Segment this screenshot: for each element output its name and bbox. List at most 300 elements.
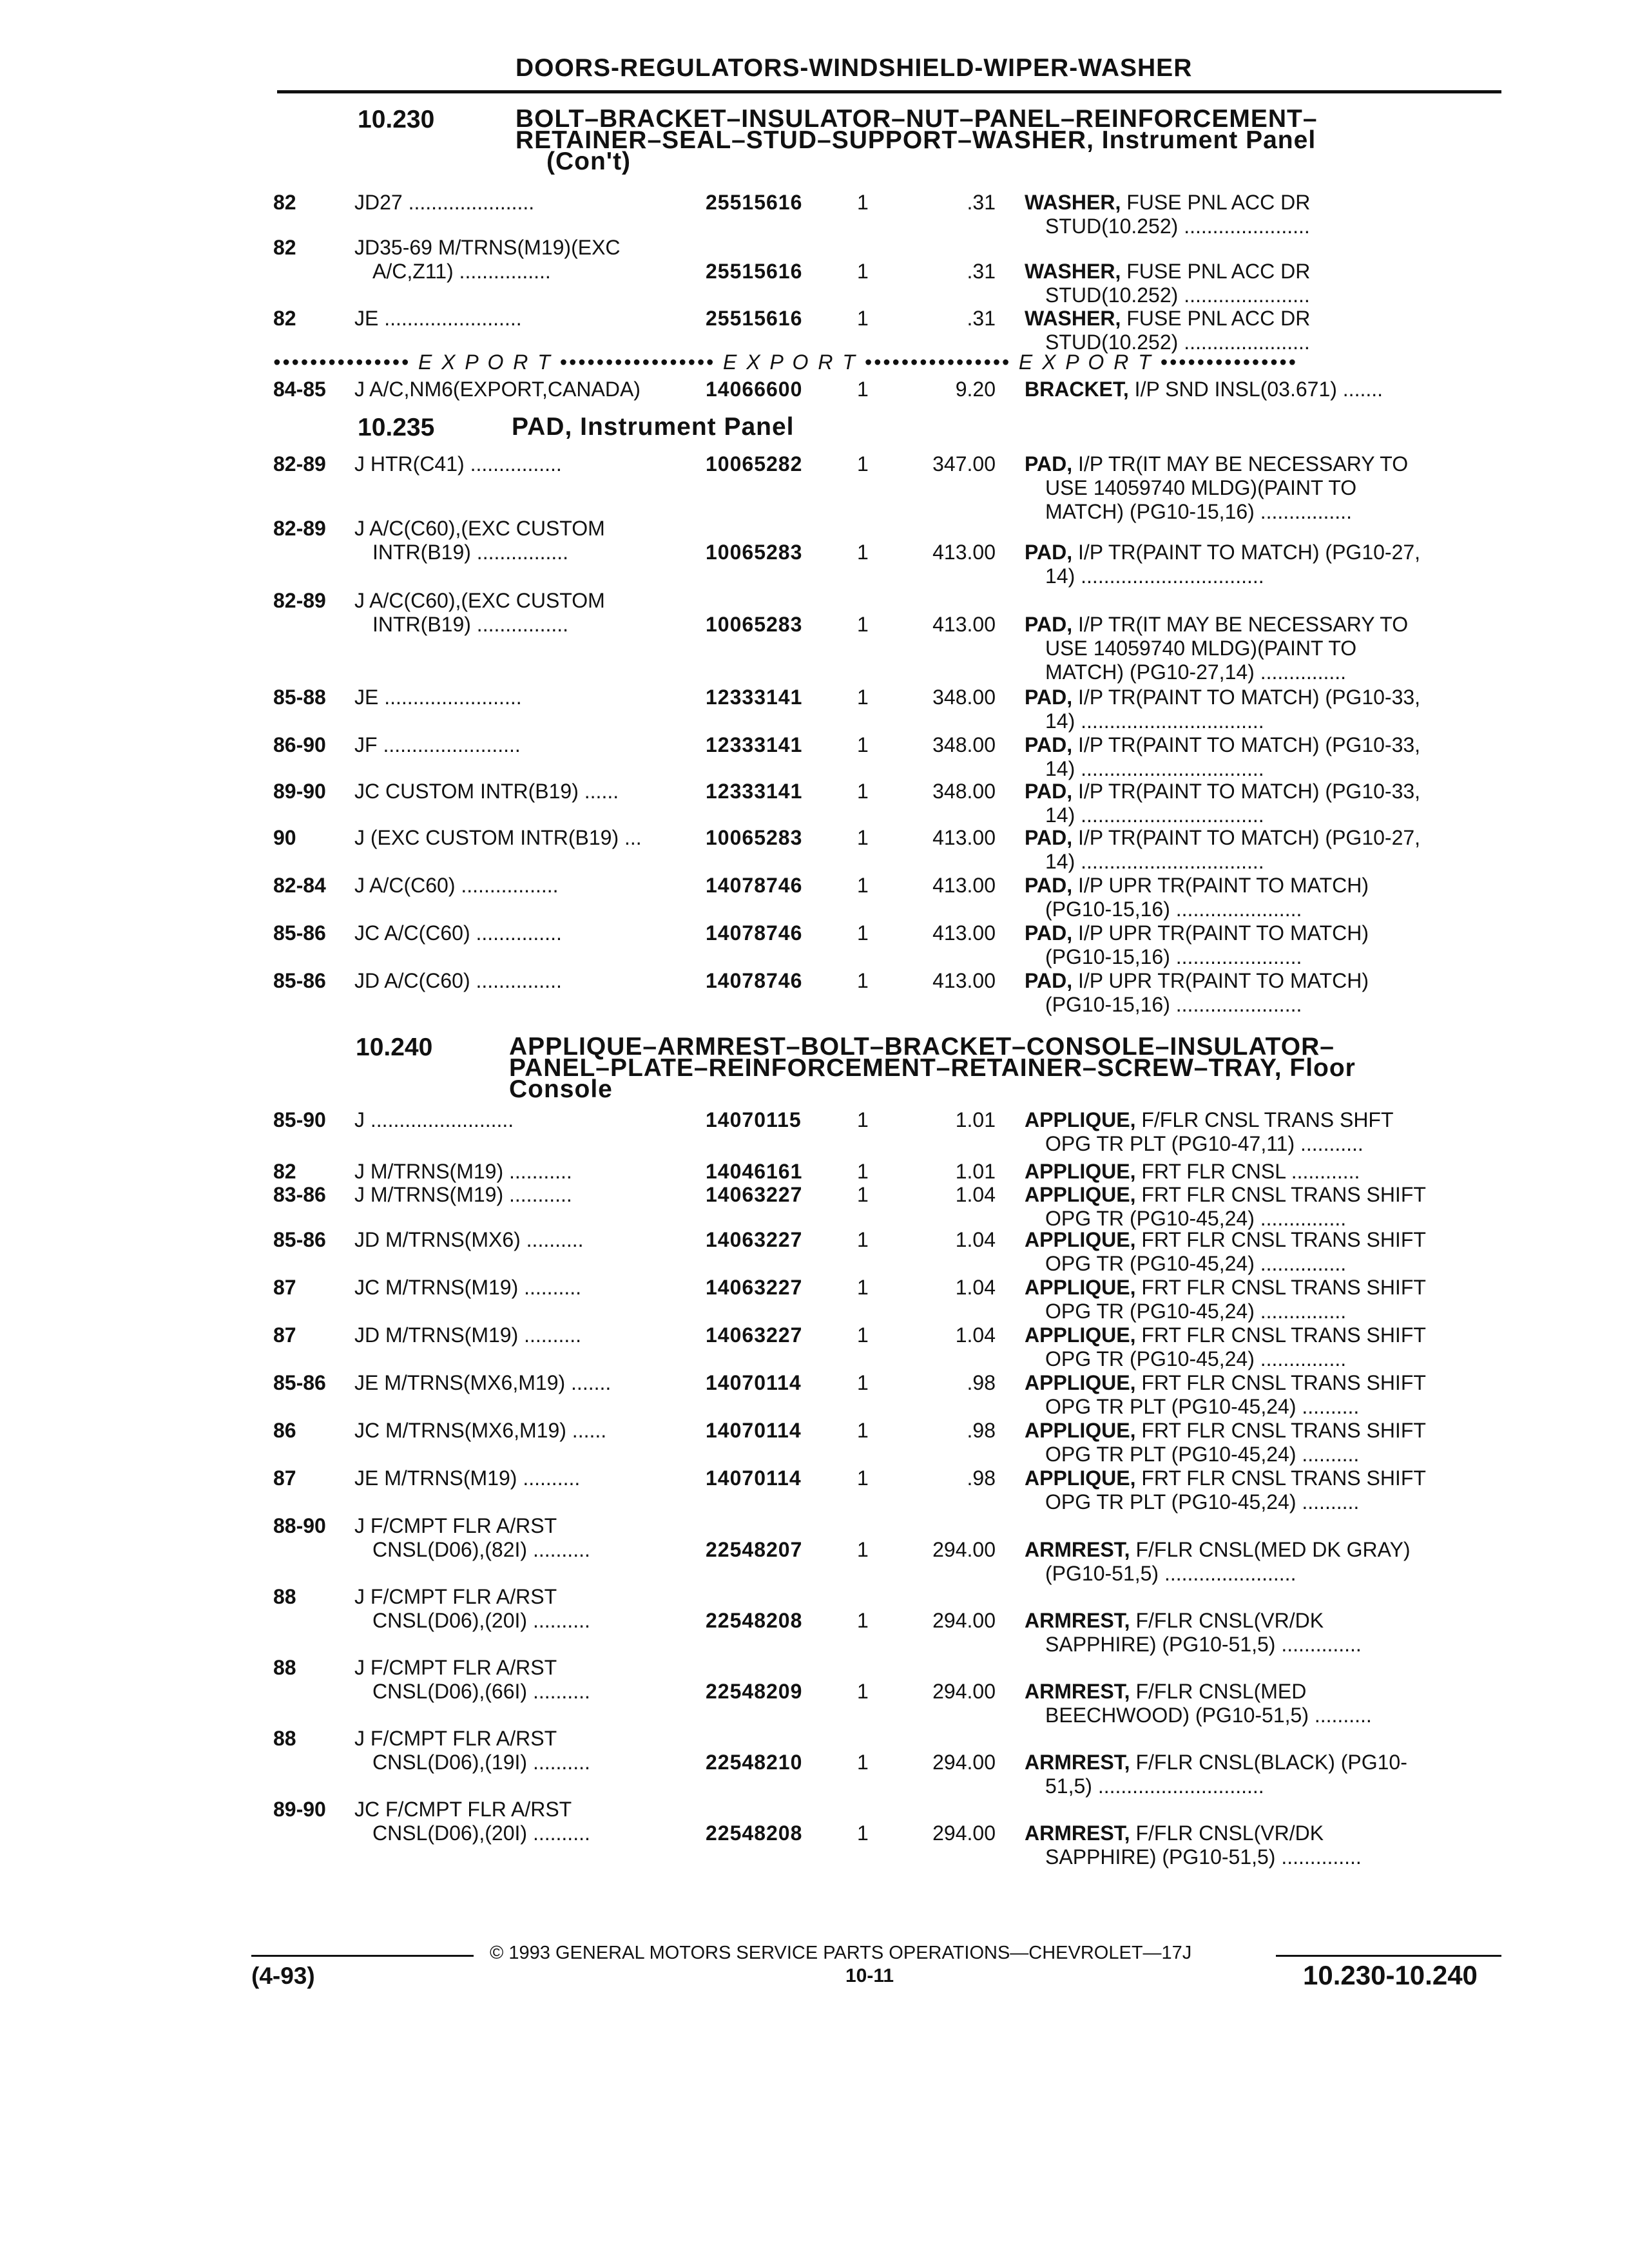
model-year: 85-88 [273,686,326,709]
quantity: 1 [857,1323,869,1347]
description-text: I/P UPR TR(PAINT TO MATCH) [1077,921,1369,945]
model-line: JE M/TRNS(M19) .......... [354,1466,581,1490]
description-line: (PG10-51,5) ....................... [1045,1562,1296,1585]
part-name: ARMREST, [1025,1680,1130,1703]
model-line: INTR(B19) ................ [372,613,569,636]
model-line: JC F/CMPT FLR A/RST [354,1798,572,1821]
part-description [1025,1821,1489,1869]
model-year: 87 [273,1323,296,1347]
description-line [1025,541,1489,564]
model-year: 87 [273,1466,296,1490]
list-price: 348.00 [932,686,996,709]
model-line: J M/TRNS(M19) ........... [354,1183,572,1206]
part-number: 14070114 [706,1466,802,1490]
model-line: J A/C(C60) ................. [354,874,559,897]
description-text: I/P TR(IT MAY BE NECESSARY TO [1077,613,1409,636]
list-price: 1.01 [955,1160,996,1183]
description-line: 14) ................................ [1045,850,1264,873]
model-year: 85-90 [273,1108,326,1131]
model-line: J A/C(C60),(EXC CUSTOM [354,517,605,540]
model-description [354,1183,693,1207]
part-name: ARMREST, [1025,1609,1130,1632]
model-line: JC M/TRNS(M19) .......... [354,1276,582,1299]
list-price: 413.00 [932,969,996,992]
list-price: 347.00 [932,452,996,476]
model-line: J (EXC CUSTOM INTR(B19) ... [354,826,642,849]
description-text: FRT FLR CNSL ............ [1141,1160,1360,1183]
model-line: JC M/TRNS(MX6,M19) ...... [354,1419,607,1442]
model-year: 85-86 [273,1371,326,1394]
model-line: JD M/TRNS(MX6) .......... [354,1228,584,1251]
model-line: J M/TRNS(M19) ........... [354,1160,572,1183]
part-name: PAD, [1025,452,1073,476]
description-text: I/P TR(PAINT TO MATCH) (PG10-33, [1077,780,1421,803]
model-description [354,1108,693,1132]
part-name: PAD, [1025,541,1073,564]
part-name: ARMREST, [1025,1538,1130,1561]
description-line [1025,1419,1489,1443]
description-line [1025,969,1489,993]
part-name: BRACKET, [1025,378,1129,401]
model-year: 86-90 [273,733,326,756]
model-year: 85-86 [273,969,326,992]
model-year: 82-89 [273,517,326,540]
description-line: MATCH) (PG10-27,14) ............... [1045,660,1347,684]
model-year: 82 [273,236,296,259]
model-line: JE M/TRNS(MX6,M19) ....... [354,1371,612,1394]
model-year: 82 [273,1160,296,1183]
description-line [1025,686,1489,709]
description-line [1025,260,1489,284]
list-price: 413.00 [932,613,996,636]
model-line: J F/CMPT FLR A/RST [354,1727,557,1750]
quantity: 1 [857,921,869,945]
list-price: 1.04 [955,1323,996,1347]
description-line: 14) ................................ [1045,709,1264,733]
description-line: 14) ................................ [1045,803,1264,827]
part-name: APPLIQUE, [1025,1466,1136,1490]
footer-page-number: 10-11 [845,1965,894,1986]
part-number: 12333141 [706,686,803,709]
part-number: 12333141 [706,780,803,803]
part-number: 14063227 [706,1276,803,1299]
description-line: STUD(10.252) ...................... [1045,284,1310,307]
model-line: JD35-69 M/TRNS(M19)(EXC [354,236,621,259]
part-name: WASHER, [1025,191,1121,214]
model-year: 89-90 [273,780,326,803]
description-line: 51,5) ............................. [1045,1774,1264,1798]
part-name: PAD, [1025,733,1073,756]
part-description [1025,307,1489,354]
description-line [1025,452,1489,476]
description-text: FRT FLR CNSL TRANS SHIFT [1141,1323,1426,1347]
section-number: 10.235 [358,414,435,441]
part-name: APPLIQUE, [1025,1160,1136,1183]
header-rule [277,90,1501,93]
description-text: F/FLR CNSL(MED DK GRAY) [1135,1538,1411,1561]
model-description [354,307,693,331]
model-year: 82-84 [273,874,326,897]
description-text: I/P TR(PAINT TO MATCH) (PG10-33, [1077,686,1421,709]
quantity: 1 [857,378,869,401]
description-line: USE 14059740 MLDG)(PAINT TO [1045,476,1357,499]
quantity: 1 [857,1371,869,1394]
description-line [1025,1160,1489,1184]
model-line: J HTR(C41) ................ [354,452,562,476]
model-description [354,780,693,803]
description-line: BEECHWOOD) (PG10-51,5) .......... [1045,1704,1372,1727]
description-text: FRT FLR CNSL TRANS SHIFT [1141,1371,1426,1394]
description-line: USE 14059740 MLDG)(PAINT TO [1045,637,1357,660]
part-description [1025,780,1489,827]
model-year: 88 [273,1727,296,1750]
description-line: OPG TR (PG10-45,24) ............... [1045,1207,1347,1230]
part-description [1025,378,1489,401]
description-line [1025,1228,1489,1252]
description-text: FUSE PNL ACC DR [1126,191,1311,214]
part-number: 14063227 [706,1183,803,1206]
model-description [354,589,693,637]
model-description [354,1798,693,1845]
part-number: 22548207 [706,1538,803,1561]
model-line: JD M/TRNS(M19) .......... [354,1323,582,1347]
part-name: WASHER, [1025,260,1121,283]
description-text: I/P SND INSL(03.671) ....... [1134,378,1383,401]
description-line [1025,378,1489,401]
description-line: (PG10-15,16) ...................... [1045,945,1302,968]
quantity: 1 [857,1183,869,1206]
part-name: PAD, [1025,613,1073,636]
description-line: SAPPHIRE) (PG10-51,5) .............. [1045,1633,1362,1656]
model-year: 88-90 [273,1514,326,1537]
quantity: 1 [857,1680,869,1703]
description-line [1025,874,1489,898]
section-title-line: PANEL–PLATE–REINFORCEMENT–RETAINER–SCREW–TRAY, Floor [509,1054,1356,1082]
model-line: JC CUSTOM INTR(B19) ...... [354,780,619,803]
section-title [516,105,1318,175]
description-text: F/FLR CNSL(VR/DK [1135,1821,1324,1845]
model-description [354,1419,693,1443]
description-line [1025,1680,1489,1704]
description-line [1025,191,1489,215]
part-number: 10065282 [706,452,803,476]
description-text: FRT FLR CNSL TRANS SHIFT [1141,1419,1426,1442]
model-description [354,1585,693,1633]
description-text: FRT FLR CNSL TRANS SHIFT [1141,1228,1426,1251]
part-description [1025,826,1489,874]
list-price: .98 [967,1371,996,1394]
quantity: 1 [857,1160,869,1183]
description-line [1025,1466,1489,1490]
part-number: 14078746 [706,969,803,992]
model-year: 84-85 [273,378,326,401]
description-text: FRT FLR CNSL TRANS SHIFT [1141,1276,1426,1299]
part-number: 14078746 [706,921,803,945]
list-price: 1.04 [955,1183,996,1206]
list-price: .98 [967,1466,996,1490]
description-line [1025,307,1489,331]
model-description [354,686,693,709]
description-line [1025,1371,1489,1395]
part-description [1025,874,1489,921]
model-description [354,1371,693,1395]
description-text: I/P TR(PAINT TO MATCH) (PG10-33, [1077,733,1421,756]
description-text: F/FLR CNSL(MED [1135,1680,1307,1703]
part-description [1025,1276,1489,1323]
model-line: J A/C,NM6(EXPORT,CANADA) [354,378,641,401]
model-description [354,874,693,898]
description-text: I/P TR(PAINT TO MATCH) (PG10-27, [1077,541,1421,564]
model-line: JF ........................ [354,733,521,756]
part-name: PAD, [1025,874,1073,897]
model-description [354,1276,693,1300]
part-name: PAD, [1025,921,1073,945]
description-line: (PG10-15,16) ...................... [1045,898,1302,921]
description-line: OPG TR PLT (PG10-45,24) .......... [1045,1443,1360,1466]
model-description [354,1160,693,1184]
quantity: 1 [857,452,869,476]
model-line: J F/CMPT FLR A/RST [354,1585,557,1608]
part-number: 14070114 [706,1371,802,1394]
model-line: J F/CMPT FLR A/RST [354,1656,557,1679]
model-description [354,921,693,945]
quantity: 1 [857,826,869,849]
part-number: 25515616 [706,191,803,214]
description-line: MATCH) (PG10-15,16) ................ [1045,500,1352,523]
quantity: 1 [857,260,869,283]
part-number: 14046161 [706,1160,803,1183]
description-text: F/FLR CNSL(BLACK) (PG10- [1135,1751,1407,1774]
description-line: STUD(10.252) ...................... [1045,215,1310,238]
section-title-line: APPLIQUE–ARMREST–BOLT–BRACKET–CONSOLE–INSULATOR– [509,1033,1335,1061]
model-line: CNSL(D06),(66I) .......... [372,1680,590,1703]
model-description [354,191,693,215]
part-description [1025,1108,1489,1156]
quantity: 1 [857,780,869,803]
section-title-line: RETAINER–SEAL–STUD–SUPPORT–WASHER, Instrument Panel [516,126,1316,154]
part-description [1025,1160,1489,1184]
part-description [1025,1228,1489,1276]
part-number: 14078746 [706,874,803,897]
list-price: 348.00 [932,780,996,803]
description-text: I/P UPR TR(PAINT TO MATCH) [1077,969,1369,992]
quantity: 1 [857,874,869,897]
quantity: 1 [857,733,869,756]
list-price: 1.04 [955,1228,996,1251]
part-number: 14066600 [706,378,803,401]
section-title-line: BOLT–BRACKET–INSULATOR–NUT–PANEL–REINFORCEMENT– [516,105,1318,133]
description-line [1025,1323,1489,1347]
quantity: 1 [857,1108,869,1131]
part-number: 22548208 [706,1609,803,1632]
footer-date-code: (4-93) [251,1963,315,1989]
quantity: 1 [857,541,869,564]
part-name: ARMREST, [1025,1821,1130,1845]
model-description [354,826,693,850]
part-description [1025,613,1489,684]
quantity: 1 [857,1751,869,1774]
list-price: 294.00 [932,1609,996,1632]
description-line: SAPPHIRE) (PG10-51,5) .............. [1045,1845,1362,1869]
part-number: 22548210 [706,1751,803,1774]
part-description [1025,1680,1489,1727]
list-price: .31 [967,191,996,214]
quantity: 1 [857,191,869,214]
quantity: 1 [857,686,869,709]
part-number: 25515616 [706,307,803,330]
part-name: APPLIQUE, [1025,1228,1136,1251]
part-description [1025,921,1489,969]
description-line: OPG TR PLT (PG10-47,11) ........... [1045,1132,1364,1155]
model-year: 87 [273,1276,296,1299]
description-text: I/P TR(PAINT TO MATCH) (PG10-27, [1077,826,1421,849]
description-line: OPG TR (PG10-45,24) ............... [1045,1252,1347,1275]
model-year: 82-89 [273,452,326,476]
part-description [1025,969,1489,1017]
part-number: 12333141 [706,733,803,756]
list-price: 294.00 [932,1821,996,1845]
description-line [1025,1821,1489,1845]
part-name: ARMREST, [1025,1751,1130,1774]
list-price: .31 [967,260,996,283]
part-description [1025,1323,1489,1371]
list-price: 413.00 [932,921,996,945]
model-line: J A/C(C60),(EXC CUSTOM [354,589,605,612]
part-description [1025,452,1489,524]
description-text: FUSE PNL ACC DR [1126,260,1311,283]
description-line [1025,1183,1489,1207]
model-description [354,1656,693,1704]
list-price: 294.00 [932,1680,996,1703]
part-description [1025,1466,1489,1514]
model-year: 82 [273,307,296,330]
model-year: 85-86 [273,921,326,945]
model-year: 90 [273,826,296,849]
list-price: 413.00 [932,826,996,849]
part-description [1025,1183,1489,1231]
list-price: 294.00 [932,1751,996,1774]
description-line: 14) ................................ [1045,757,1264,780]
list-price: 1.04 [955,1276,996,1299]
list-price: .31 [967,307,996,330]
model-year: 83-86 [273,1183,326,1206]
list-price: 1.01 [955,1108,996,1131]
part-description [1025,1538,1489,1586]
list-price: 413.00 [932,874,996,897]
description-text: FRT FLR CNSL TRANS SHIFT [1141,1183,1426,1206]
section-title-line: (Con't) [546,148,631,175]
model-description [354,1466,693,1490]
page-header-title: DOORS-REGULATORS-WINDSHIELD-WIPER-WASHER [516,54,1193,82]
footer-copyright: © 1993 GENERAL MOTORS SERVICE PARTS OPERATIONS—CHEVROLET—17J [490,1943,1192,1963]
description-text: I/P TR(IT MAY BE NECESSARY TO [1077,452,1409,476]
model-description [354,236,693,284]
part-number: 10065283 [706,826,803,849]
part-number: 10065283 [706,541,803,564]
model-line: A/C,Z11) ................ [372,260,551,283]
model-description [354,1323,693,1347]
model-description [354,378,693,401]
description-text: I/P UPR TR(PAINT TO MATCH) [1077,874,1369,897]
model-line: J ......................... [354,1108,514,1131]
model-line: INTR(B19) ................ [372,541,569,564]
description-text: FRT FLR CNSL TRANS SHIFT [1141,1466,1426,1490]
part-description [1025,1371,1489,1419]
part-number: 14063227 [706,1323,803,1347]
list-price: 294.00 [932,1538,996,1561]
model-year: 82 [273,191,296,214]
section-title-line: PAD, Instrument Panel [512,413,795,441]
list-price: .98 [967,1419,996,1442]
part-name: APPLIQUE, [1025,1419,1136,1442]
description-line [1025,1538,1489,1562]
model-description [354,1727,693,1774]
part-description [1025,260,1489,307]
part-number: 22548209 [706,1680,803,1703]
section-number: 10.240 [356,1033,433,1061]
model-line: CNSL(D06),(19I) .......... [372,1751,590,1774]
model-description [354,452,693,476]
list-price: 348.00 [932,733,996,756]
part-number: 22548208 [706,1821,803,1845]
description-line: OPG TR PLT (PG10-45,24) .......... [1045,1395,1360,1418]
model-line: CNSL(D06),(82I) .......... [372,1538,590,1561]
model-description [354,1514,693,1562]
part-description [1025,1609,1489,1657]
model-year: 86 [273,1419,296,1442]
quantity: 1 [857,1419,869,1442]
part-number: 14070115 [706,1108,802,1131]
part-number: 10065283 [706,613,803,636]
part-name: APPLIQUE, [1025,1371,1136,1394]
part-number: 25515616 [706,260,803,283]
description-text: F/FLR CNSL(VR/DK [1135,1609,1324,1632]
model-line: JE ........................ [354,686,522,709]
quantity: 1 [857,1609,869,1632]
model-year: 85-86 [273,1228,326,1251]
footer-rule-right [1276,1955,1501,1957]
part-name: PAD, [1025,780,1073,803]
part-name: APPLIQUE, [1025,1323,1136,1347]
model-line: JD27 ...................... [354,191,535,214]
description-line [1025,1276,1489,1300]
description-line: OPG TR (PG10-45,24) ............... [1045,1347,1347,1370]
description-line [1025,826,1489,850]
description-line: 14) ................................ [1045,564,1264,588]
model-year: 88 [273,1656,296,1679]
description-line [1025,613,1489,637]
model-line: J F/CMPT FLR A/RST [354,1514,557,1537]
description-line [1025,1108,1489,1132]
model-year: 89-90 [273,1798,326,1821]
model-line: JE ........................ [354,307,522,330]
part-description [1025,1419,1489,1466]
description-line: STUD(10.252) ...................... [1045,331,1310,354]
quantity: 1 [857,1276,869,1299]
model-description [354,969,693,993]
export-divider: ••••••••••••••• E X P O R T ••••••••••••••••• E X P O R T •••••••••••••••• E X P O R T ••••••••••••••• [273,351,1298,374]
model-description [354,733,693,757]
model-year: 82-89 [273,589,326,612]
part-description [1025,541,1489,588]
quantity: 1 [857,1228,869,1251]
footer-section-range: 10.230-10.240 [1303,1960,1478,1990]
model-line: JD A/C(C60) ............... [354,969,562,992]
model-description [354,1228,693,1252]
part-number: 14063227 [706,1228,803,1251]
description-line [1025,921,1489,945]
description-line [1025,1751,1489,1774]
